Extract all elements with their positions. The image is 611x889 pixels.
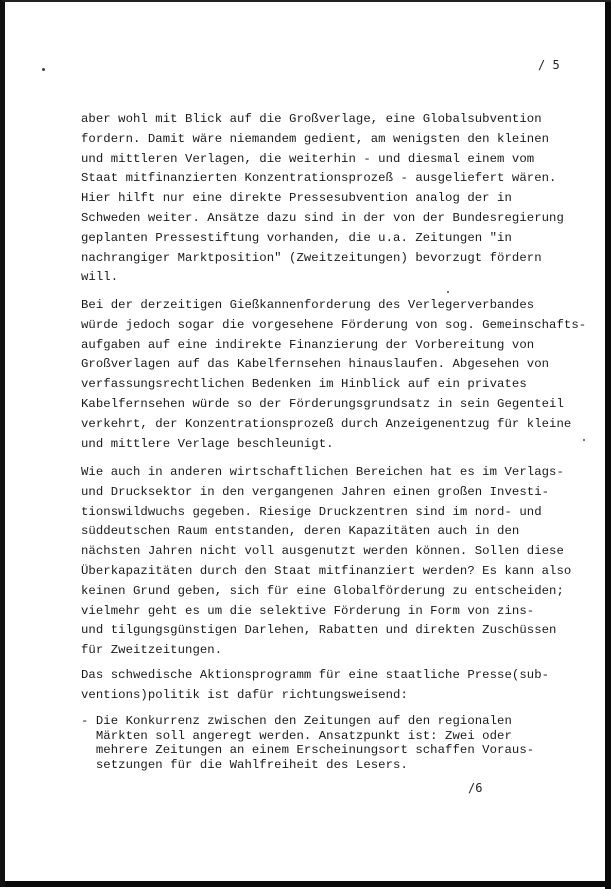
text-line: Großverlagen auf das Kabelfernsehen hinauslaufen. Abgesehen von <box>81 357 550 372</box>
text-line: nachrangiger Marktposition" (Zweitzeitungen) bevorzugt fördern <box>81 250 542 265</box>
text-line: und mittlere Verlage beschleunigt. <box>81 436 334 451</box>
scan-speck <box>42 68 45 71</box>
text-line: - Die Konkurrenz zwischen den Zeitungen auf den regionalen <box>81 714 512 728</box>
text-line: verkehrt, der Konzentrationsprozeß durch Anzeigenentzug für kleine <box>81 416 572 431</box>
paragraph-2 <box>81 296 587 454</box>
text-line: geplanten Pressestiftung vorhanden, die u.a. Zeitungen "in <box>81 230 512 245</box>
scan-edge-bottom <box>5 881 611 887</box>
text-line: tionswildwuchs gegeben. Riesige Druckzentren sind im nord- und <box>81 504 542 519</box>
bullet-item <box>81 714 581 772</box>
paragraph-1 <box>81 110 581 288</box>
text-line: vielmehr geht es um die selektive Förderung in Form von zins- <box>81 603 535 618</box>
text-line: und tilgungsgünstigen Darlehen, Rabatten und direkten Zuschüssen <box>81 623 557 638</box>
text-line: aber wohl mit Blick auf die Großverlage, eine Globalsubvention <box>81 112 542 126</box>
text-line: aufgaben auf eine indirekte Finanzierung der Vorbereitung von <box>81 337 535 352</box>
text-line: und mittleren Verlagen, die weiterhin - und diesmal einem vom <box>81 151 535 166</box>
text-line: setzungen für die Wahlfreiheit des Lesers. <box>81 757 408 772</box>
text-line: fordern. Damit wäre niemandem gedient, am wenigsten den kleinen <box>81 131 550 146</box>
page-number-marker: / 5 <box>538 58 560 72</box>
text-line: will. <box>81 270 119 285</box>
text-line: keinen Grund geben, sich für eine Globalförderung zu entscheiden; <box>81 583 564 598</box>
scan-edge-right <box>605 2 611 889</box>
text-line: Hier hilft nur eine direkte Pressesubvention analog der in <box>81 191 512 206</box>
text-line: würde jedoch sogar die vorgesehene Förderung von sog. Gemeinschafts- <box>81 317 587 332</box>
next-page-marker: /6 <box>468 781 483 795</box>
text-line: Wie auch in anderen wirtschaftlichen Bereichen hat es im Verlags- <box>81 465 564 479</box>
scan-speck <box>447 291 449 293</box>
text-line: Schweden weiter. Ansätze dazu sind in der von der Bundesregierung <box>81 210 564 225</box>
text-line: ventions)politik ist dafür richtungsweisend: <box>81 687 408 702</box>
text-line: verfassungsrechtlichen Bedenken im Hinblick auf ein privates <box>81 377 527 392</box>
text-line: mehrere Zeitungen an einem Erscheinungsort schaffen Voraus- <box>81 743 535 757</box>
text-line: Staat mitfinanzierten Konzentrationsprozeß - ausgeliefert wären. <box>81 171 557 186</box>
text-line: Überkapazitäten durch den Staat mitfinanziert werden? Es kann also <box>81 563 572 578</box>
text-line: nächsten Jahren nicht voll ausgenutzt werden können. Sollen diese <box>81 544 564 559</box>
text-line: Bei der derzeitigen Gießkannenforderung des Verlegerverbandes <box>81 298 535 312</box>
text-line: Märkten soll angeregt werden. Ansatzpunkt ist: Zwei oder <box>81 728 512 743</box>
text-line: Das schwedische Aktionsprogramm für eine staatliche Presse(sub- <box>81 668 550 682</box>
text-line: für Zweitzeitungen. <box>81 643 223 658</box>
paragraph-4 <box>81 666 581 706</box>
text-line: und Drucksektor in den vergangenen Jahren einen großen Investi- <box>81 484 550 499</box>
scan-speck <box>583 439 585 441</box>
paragraph-3 <box>81 463 581 661</box>
text-line: Kabelfernsehen würde so der Förderungsgrundsatz in sein Gegenteil <box>81 396 564 411</box>
text-line: süddeutschen Raum entstanden, deren Kapazitäten auch in den <box>81 524 520 539</box>
